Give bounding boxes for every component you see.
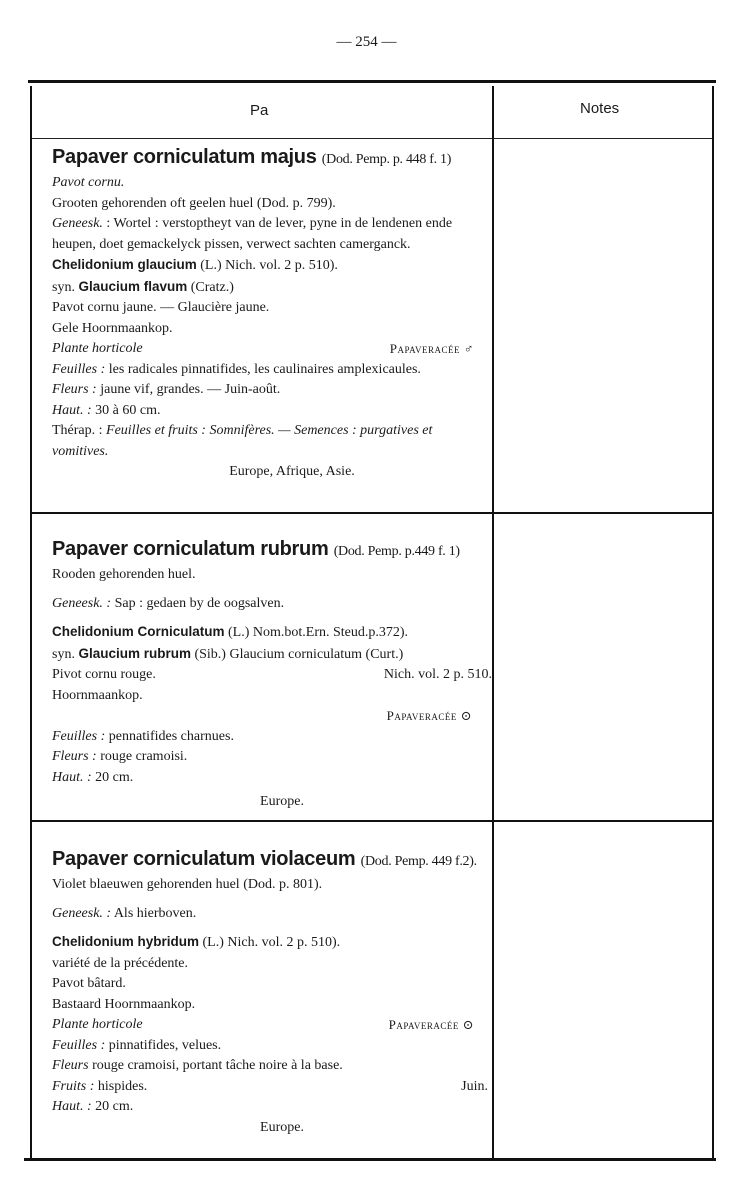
header-rule-left <box>32 138 492 139</box>
dutch-name: Violet blaeuwen gehorenden huel (Dod. p. 801). <box>52 877 323 892</box>
right-border <box>712 86 714 1158</box>
distribution: Europe. <box>260 794 304 809</box>
distribution: Europe, Afrique, Asie. <box>229 464 355 479</box>
bottom-rule <box>24 1158 716 1161</box>
dutch-name: Grooten gehorenden oft geelen huel (Dod. p. 799). <box>52 195 336 211</box>
top-rule <box>28 80 716 83</box>
entry-separator <box>32 512 712 514</box>
header-notes: Notes <box>580 100 620 117</box>
synonym: Chelidonium glaucium (L.) Nich. vol. 2 p. 510). <box>52 257 338 273</box>
entry-title: Papaver corniculatum rubrum (Dod. Pemp. p.449 f. 1) <box>52 538 460 560</box>
dutch-name: Rooden gehorenden huel. <box>52 567 196 582</box>
flowers: Fleurs : jaune vif, grandes. — Juin-août. <box>52 382 281 397</box>
leaves: Feuilles : les radicales pinnatifides, les caulinaires amplexicaules. <box>52 361 421 377</box>
synonym: Chelidonium Corniculatum (L.) Nom.bot.Ern. Steud.p.372). <box>52 624 409 640</box>
french-name: Pivot cornu rouge. Nich. vol. 2 p. 510. <box>52 667 492 682</box>
entry-rubrum <box>52 536 492 813</box>
french-name: Pavot cornu. <box>52 175 125 190</box>
table-frame <box>28 80 716 1162</box>
synonym: syn. Glaucium flavum (Cratz.) <box>52 278 234 295</box>
french-name: Pavot cornu jaune. — Glaucière jaune. <box>52 300 270 315</box>
french-name: Pavot bâtard. <box>52 976 126 991</box>
column-divider <box>492 86 494 1158</box>
height: Haut. : 30 à 60 cm. <box>52 402 161 418</box>
header-rule-right <box>494 138 712 139</box>
flowers: Fleurs rouge cramoisi, portant tâche noire à la base. <box>52 1058 343 1073</box>
page-number: — 254 — <box>336 34 397 50</box>
classification: Plante horticole Papaveracée ⊙ <box>52 1017 474 1032</box>
note: variété de la précédente. <box>52 955 189 971</box>
entry-separator <box>32 820 712 822</box>
distribution: Europe. <box>260 1119 304 1135</box>
entry-violaceum <box>52 846 492 1138</box>
synonym: Chelidonium hybridum (L.) Nich. vol. 2 p. 510). <box>52 934 341 950</box>
leaves: Feuilles : pennatifides charnues. <box>52 728 234 744</box>
medicinal-use: Geneesk. : Wortel : verstoptheyt van de lever, pyne in de lendenen ende heupen, doet gemackelyck pissen, verwect sachten camerganck. <box>52 216 453 252</box>
entry-title: Papaver corniculatum majus (Dod. Pemp. p. 448 f. 1) <box>52 146 452 168</box>
therapeutic: Thérap. : Feuilles et fruits : Somnifères. — Semences : purgatives et vomitives. <box>52 423 433 459</box>
entry-title: Papaver corniculatum violaceum (Dod. Pemp. 449 f.2). <box>52 848 477 870</box>
header-left: Pa <box>250 102 269 119</box>
left-border <box>30 86 32 1158</box>
medicinal-use: Geneesk. : Als hierboven. <box>52 905 197 921</box>
dutch-name: Bastaard Hoornmaankop. <box>52 996 196 1012</box>
flowers: Fleurs : rouge cramoisi. <box>52 749 188 764</box>
entry-majus <box>52 144 492 483</box>
medicinal-use: Geneesk. : Sap : gedaen by de oogsalven. <box>52 595 285 611</box>
synonym: syn. Glaucium rubrum (Sib.) Glaucium corniculatum (Curt.) <box>52 645 404 662</box>
dutch-name: Hoornmaankop. <box>52 687 143 703</box>
height: Haut. : 20 cm. <box>52 1099 134 1114</box>
fruits: Fruits : hispides. Juin. <box>52 1078 488 1094</box>
leaves: Feuilles : pinnatifides, velues. <box>52 1037 222 1053</box>
dutch-name: Gele Hoornmaankop. <box>52 320 173 336</box>
classification: Papaveracée ⊙ <box>386 708 472 723</box>
height: Haut. : 20 cm. <box>52 769 134 785</box>
classification: Plante horticole Papaveracée ♂ <box>52 341 474 356</box>
